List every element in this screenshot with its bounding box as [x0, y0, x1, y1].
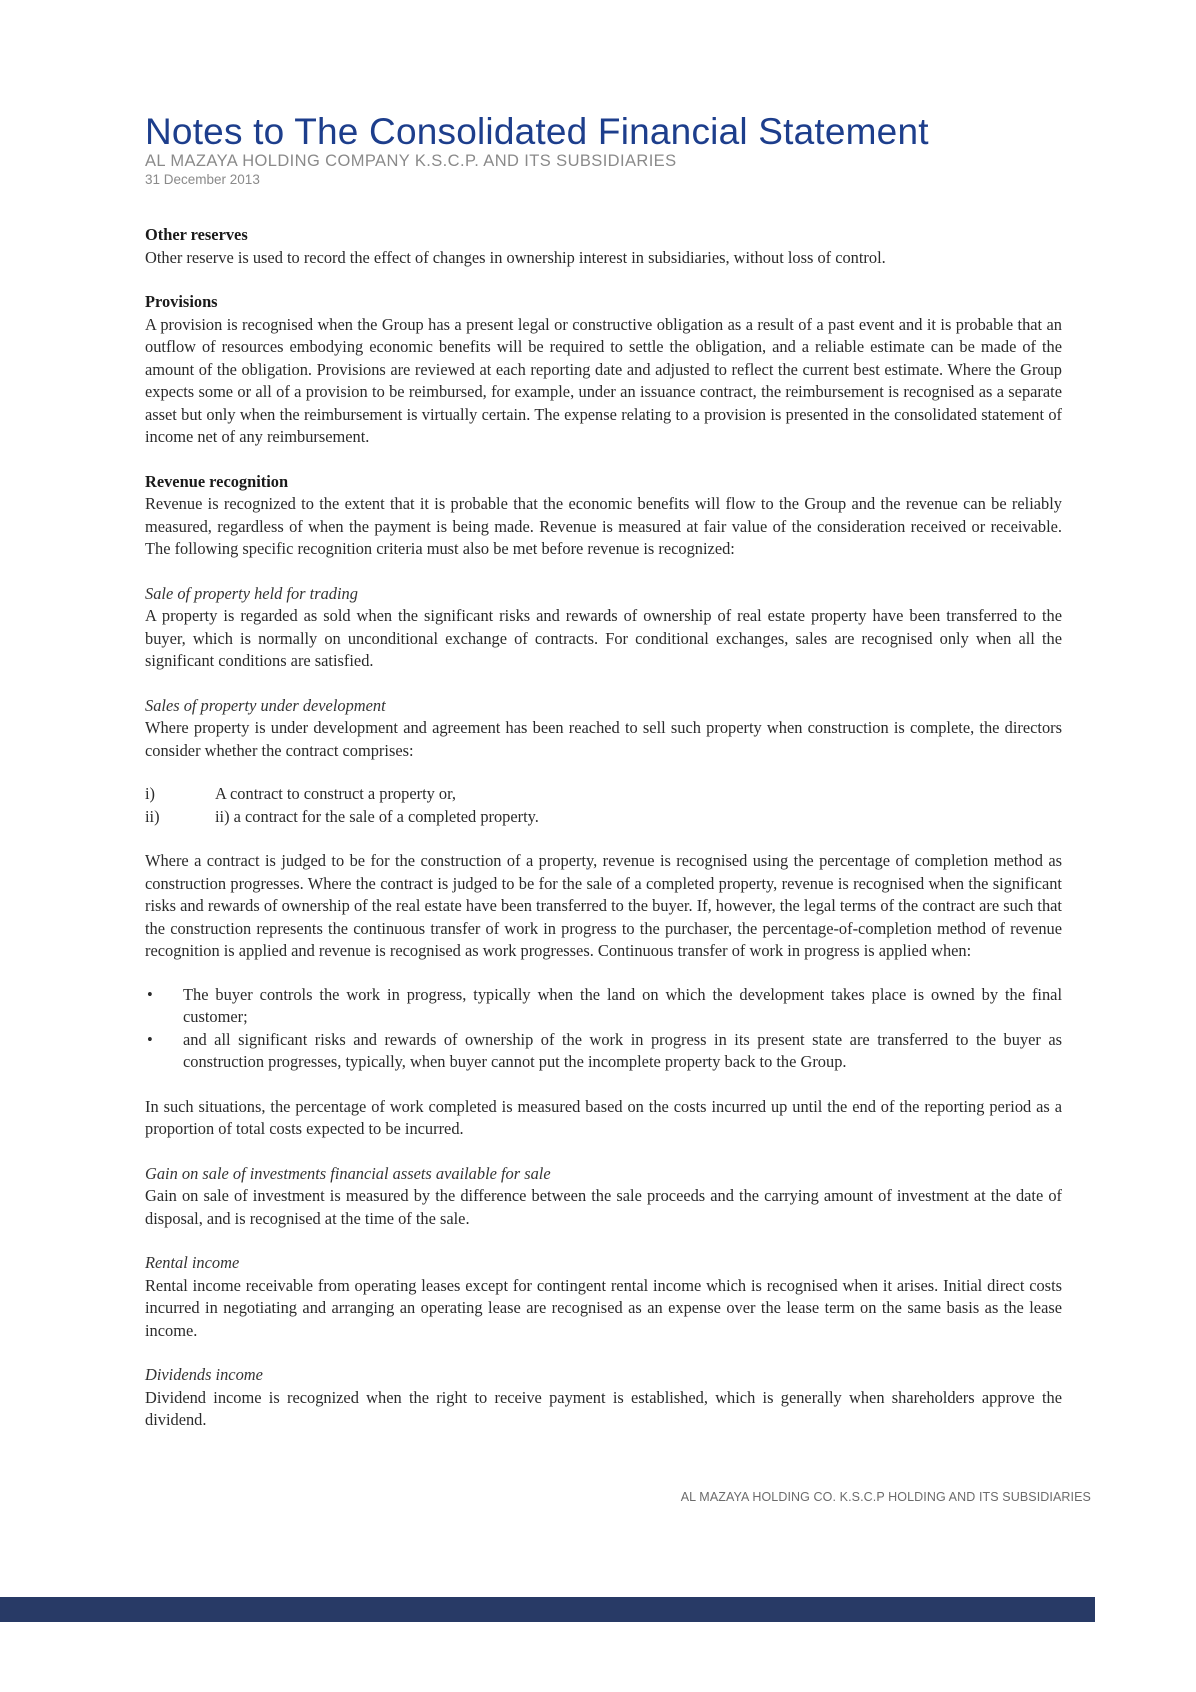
section-sale-held-for-trading	[145, 583, 1062, 673]
bullet-item	[145, 984, 1062, 1029]
section-sale-under-development	[145, 695, 1062, 1141]
section-other-reserves	[145, 224, 1062, 269]
sub-heading: Sales of property under development	[145, 695, 386, 715]
paragraph: Revenue is recognized to the extent that it is probable that the economic benefits will flow to the Group and the revenue can be reliably measured, regardless of when the payment is being made. Revenue is measured at fair value of the consideration received or receivable. The following specific recognition criteria must also be met before revenue is recognized:	[145, 494, 1062, 558]
list-item	[145, 806, 1062, 829]
list-item-text: ii) a contract for the sale of a completed property.	[215, 806, 539, 826]
sub-heading: Dividends income	[145, 1365, 263, 1384]
paragraph: A property is regarded as sold when the significant risks and rewards of ownership of real estate property have been transferred to the buyer, which is normally on unconditional exchange of contracts. For conditional exchanges, sales are recognised only when all the significant conditions are satisfied.	[145, 606, 1062, 670]
page-header	[145, 112, 1065, 188]
footer-band	[0, 1597, 1095, 1622]
paragraph: Dividend income is recognized when the right to receive payment is established, which is generally when shareholders approve the dividend.	[145, 1387, 1062, 1429]
paragraph: A provision is recognised when the Group has a present legal or constructive obligation as a result of a past event and it is probable that an outflow of resources embodying economic benefits will be required to settle the obligation, and a reliable estimate can be made of the amount of the obligation. Provisions are reviewed at each reporting date and adjusted to reflect the current best estimate. Where the Group expects some or all of a provision to be reimbursed, for example, under an issuance contract, the reimbursement is recognised as a separate asset but only when the reimbursement is virtually certain. The expense relating to a provision is presented in the consolidated statement of income net of any reimbursement.	[145, 314, 1062, 446]
section-dividends-income	[145, 1364, 1062, 1432]
paragraph: Where a contract is judged to be for the construction of a property, revenue is recognised using the percentage of completion method as construction progresses. Where the contract is judged to be for the sale of a completed property, revenue is recognised when the significant risks and rewards of ownership of the real estate have been transferred to the buyer. If, however, the legal terms of the contract are such that the construction represents the continuous transfer of work in progress to the purchaser, the percentage-of-completion method of revenue recognition is applied and revenue is recognised as work progresses. Continuous transfer of work in progress is applied when:	[145, 851, 1062, 960]
section-rental-income	[145, 1252, 1062, 1342]
list-marker: ii)	[145, 806, 160, 826]
paragraph: Other reserve is used to record the effect of changes in ownership interest in subsidiaries, without loss of control.	[145, 247, 886, 267]
bullet-text: The buyer controls the work in progress, typically when the land on which the development takes place is owned by the final customer;	[183, 984, 1062, 1026]
sub-heading: Sale of property held for trading	[145, 583, 358, 603]
bullet-icon: •	[147, 984, 153, 1004]
sub-heading: Gain on sale of investments financial assets available for sale	[145, 1163, 551, 1183]
list-item-text: A contract to construct a property or,	[215, 784, 457, 803]
bullet-text: and all significant risks and rewards of ownership of the work in progress in its present state are transferred to the buyer as construction progresses, typically, when buyer cannot put the incomplete property back to the Group.	[183, 1029, 1062, 1071]
list-item	[145, 783, 1062, 806]
list-marker: i)	[145, 784, 156, 803]
paragraph: Rental income receivable from operating leases except for contingent rental income which is recognised when it arises. Initial direct costs incurred in negotiating and arranging an operating lease are recognised as an expense over the lease term on the same basis as the lease income.	[145, 1275, 1062, 1340]
paragraph: Gain on sale of investment is measured by the difference between the sale proceeds and the carrying amount of investment at the date of disposal, and is recognised at the time of the sale.	[145, 1186, 1062, 1228]
section-gain-on-investments	[145, 1163, 1062, 1231]
section-heading: Other reserves	[145, 225, 248, 244]
bullet-list	[145, 984, 1062, 1074]
company-subtitle: AL MAZAYA HOLDING COMPANY K.S.C.P. AND ITS SUBSIDIARIES	[145, 152, 677, 170]
report-date: 31 December 2013	[145, 172, 260, 187]
section-provisions	[145, 291, 1062, 449]
paragraph: Where property is under development and agreement has been reached to sell such property when construction is complete, the directors consider whether the contract comprises:	[145, 718, 1062, 760]
bullet-item	[145, 1029, 1062, 1074]
page-title: Notes to The Consolidated Financial Statement	[145, 111, 929, 152]
bullet-icon: •	[147, 1029, 153, 1049]
section-heading: Revenue recognition	[145, 471, 289, 491]
document-body	[145, 224, 1062, 1454]
section-revenue-recognition	[145, 471, 1062, 561]
footer-company-name: AL MAZAYA HOLDING CO. K.S.C.P HOLDING AND ITS SUBSIDIARIES	[680, 1490, 1091, 1504]
paragraph: In such situations, the percentage of work completed is measured based on the costs incurred up until the end of the reporting period as a proportion of total costs expected to be incurred.	[145, 1096, 1062, 1138]
contract-type-list	[145, 783, 1062, 828]
sub-heading: Rental income	[145, 1253, 240, 1272]
section-heading: Provisions	[145, 292, 218, 311]
